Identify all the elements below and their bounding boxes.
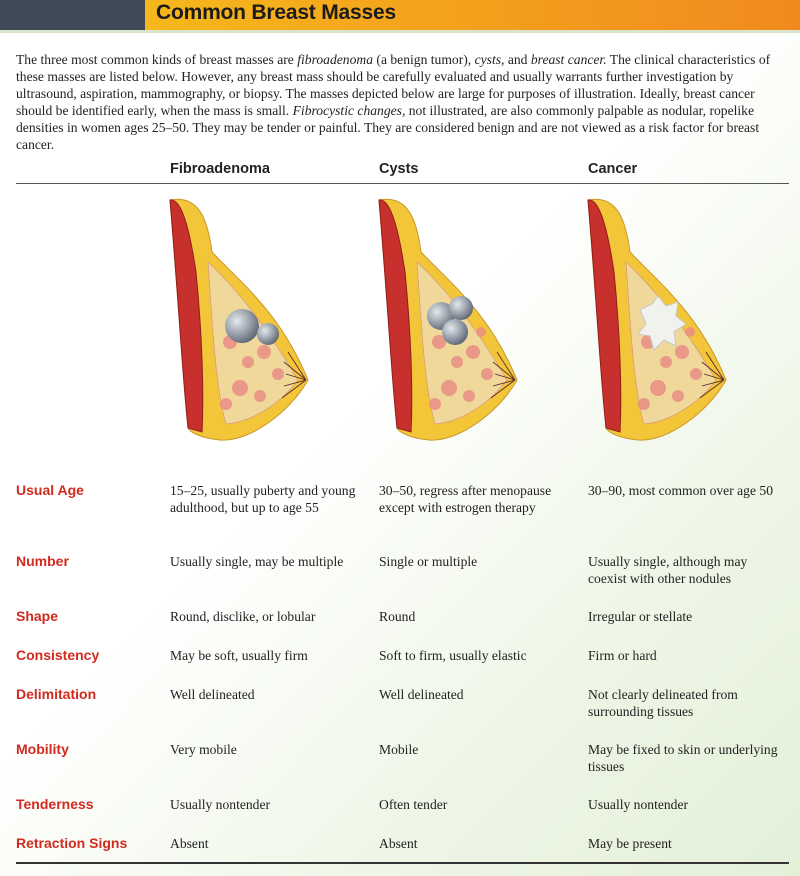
cell-shape-cancer: Irregular or stellate <box>588 609 693 624</box>
cell-delimitation-fibroadenoma: Well delineated <box>170 687 255 702</box>
cell-usual-age-cysts: 30–50, regress after menopause except with estrogen therapy <box>379 483 552 515</box>
header-rule <box>0 30 800 33</box>
row-label-consistency: Consistency <box>16 647 100 663</box>
page-title: Common Breast Masses <box>156 1 396 24</box>
cysts-illustration <box>369 192 529 454</box>
cancer-illustration <box>578 192 738 454</box>
column-header-cysts: Cysts <box>379 161 419 177</box>
row-label-delimitation: Delimitation <box>16 686 97 702</box>
cell-tenderness-cancer: Usually nontender <box>588 797 689 812</box>
cell-retraction-cysts: Absent <box>379 836 418 851</box>
row-label-mobility: Mobility <box>16 741 69 757</box>
cell-number-cysts: Single or multiple <box>379 554 478 569</box>
cell-number-fibroadenoma: Usually single, may be multiple <box>170 554 344 569</box>
row-label-retraction-signs: Retraction Signs <box>16 835 128 851</box>
cell-mobility-cysts: Mobile <box>379 742 419 757</box>
cell-tenderness-cysts: Often tender <box>379 797 448 812</box>
cell-delimitation-cysts: Well delineated <box>379 687 464 702</box>
row-label-shape: Shape <box>16 608 59 624</box>
cell-usual-age-fibroadenoma: 15–25, usually puberty and young adulthood, but up to age 55 <box>170 483 356 515</box>
cell-mobility-cancer: May be fixed to skin or underlying tissues <box>588 742 778 774</box>
table-bottom-rule <box>16 862 789 864</box>
column-header-cancer: Cancer <box>588 161 638 177</box>
cell-number-cancer: Usually single, although may coexist with other nodules <box>588 554 748 586</box>
cell-shape-fibroadenoma: Round, disclike, or lobular <box>170 609 316 624</box>
cell-consistency-cancer: Firm or hard <box>588 648 657 663</box>
row-label-usual-age: Usual Age <box>16 482 84 498</box>
table-top-rule <box>16 183 789 184</box>
intro-paragraph: The three most common kinds of breast masses are fibroadenoma (a benign tumor), cysts, and breast cancer. The clinical characteristics of these masses are listed below. However, any breast mass should be carefully evaluated and usually warrants further investigation by ultrasound, aspiration, mammography, or biopsy. The masses depicted below are large for purposes of illustration. Ideally, breast cancer should be identified early, when the mass is small. Fibrocystic changes, not illustrated, are also commonly palpable as nodular, ropelike densities in women ages 25–50. They may be tender or painful. They are considered benign and are not viewed as a risk factor for breast cancer. <box>16 52 771 152</box>
cell-retraction-fibroadenoma: Absent <box>170 836 209 851</box>
cell-usual-age-cancer: 30–90, most common over age 50 <box>588 483 773 498</box>
cell-consistency-fibroadenoma: May be soft, usually firm <box>170 648 308 663</box>
cell-delimitation-cancer: Not clearly delineated from surrounding tissues <box>588 687 738 719</box>
cell-mobility-fibroadenoma: Very mobile <box>170 742 237 757</box>
row-label-number: Number <box>16 553 69 569</box>
cell-shape-cysts: Round <box>379 609 416 624</box>
header-dark-block <box>0 0 145 30</box>
column-header-fibroadenoma: Fibroadenoma <box>170 161 270 177</box>
row-label-tenderness: Tenderness <box>16 796 94 812</box>
cell-retraction-cancer: May be present <box>588 836 672 851</box>
fibroadenoma-illustration <box>160 192 320 454</box>
cell-tenderness-fibroadenoma: Usually nontender <box>170 797 271 812</box>
cell-consistency-cysts: Soft to firm, usually elastic <box>379 648 527 663</box>
